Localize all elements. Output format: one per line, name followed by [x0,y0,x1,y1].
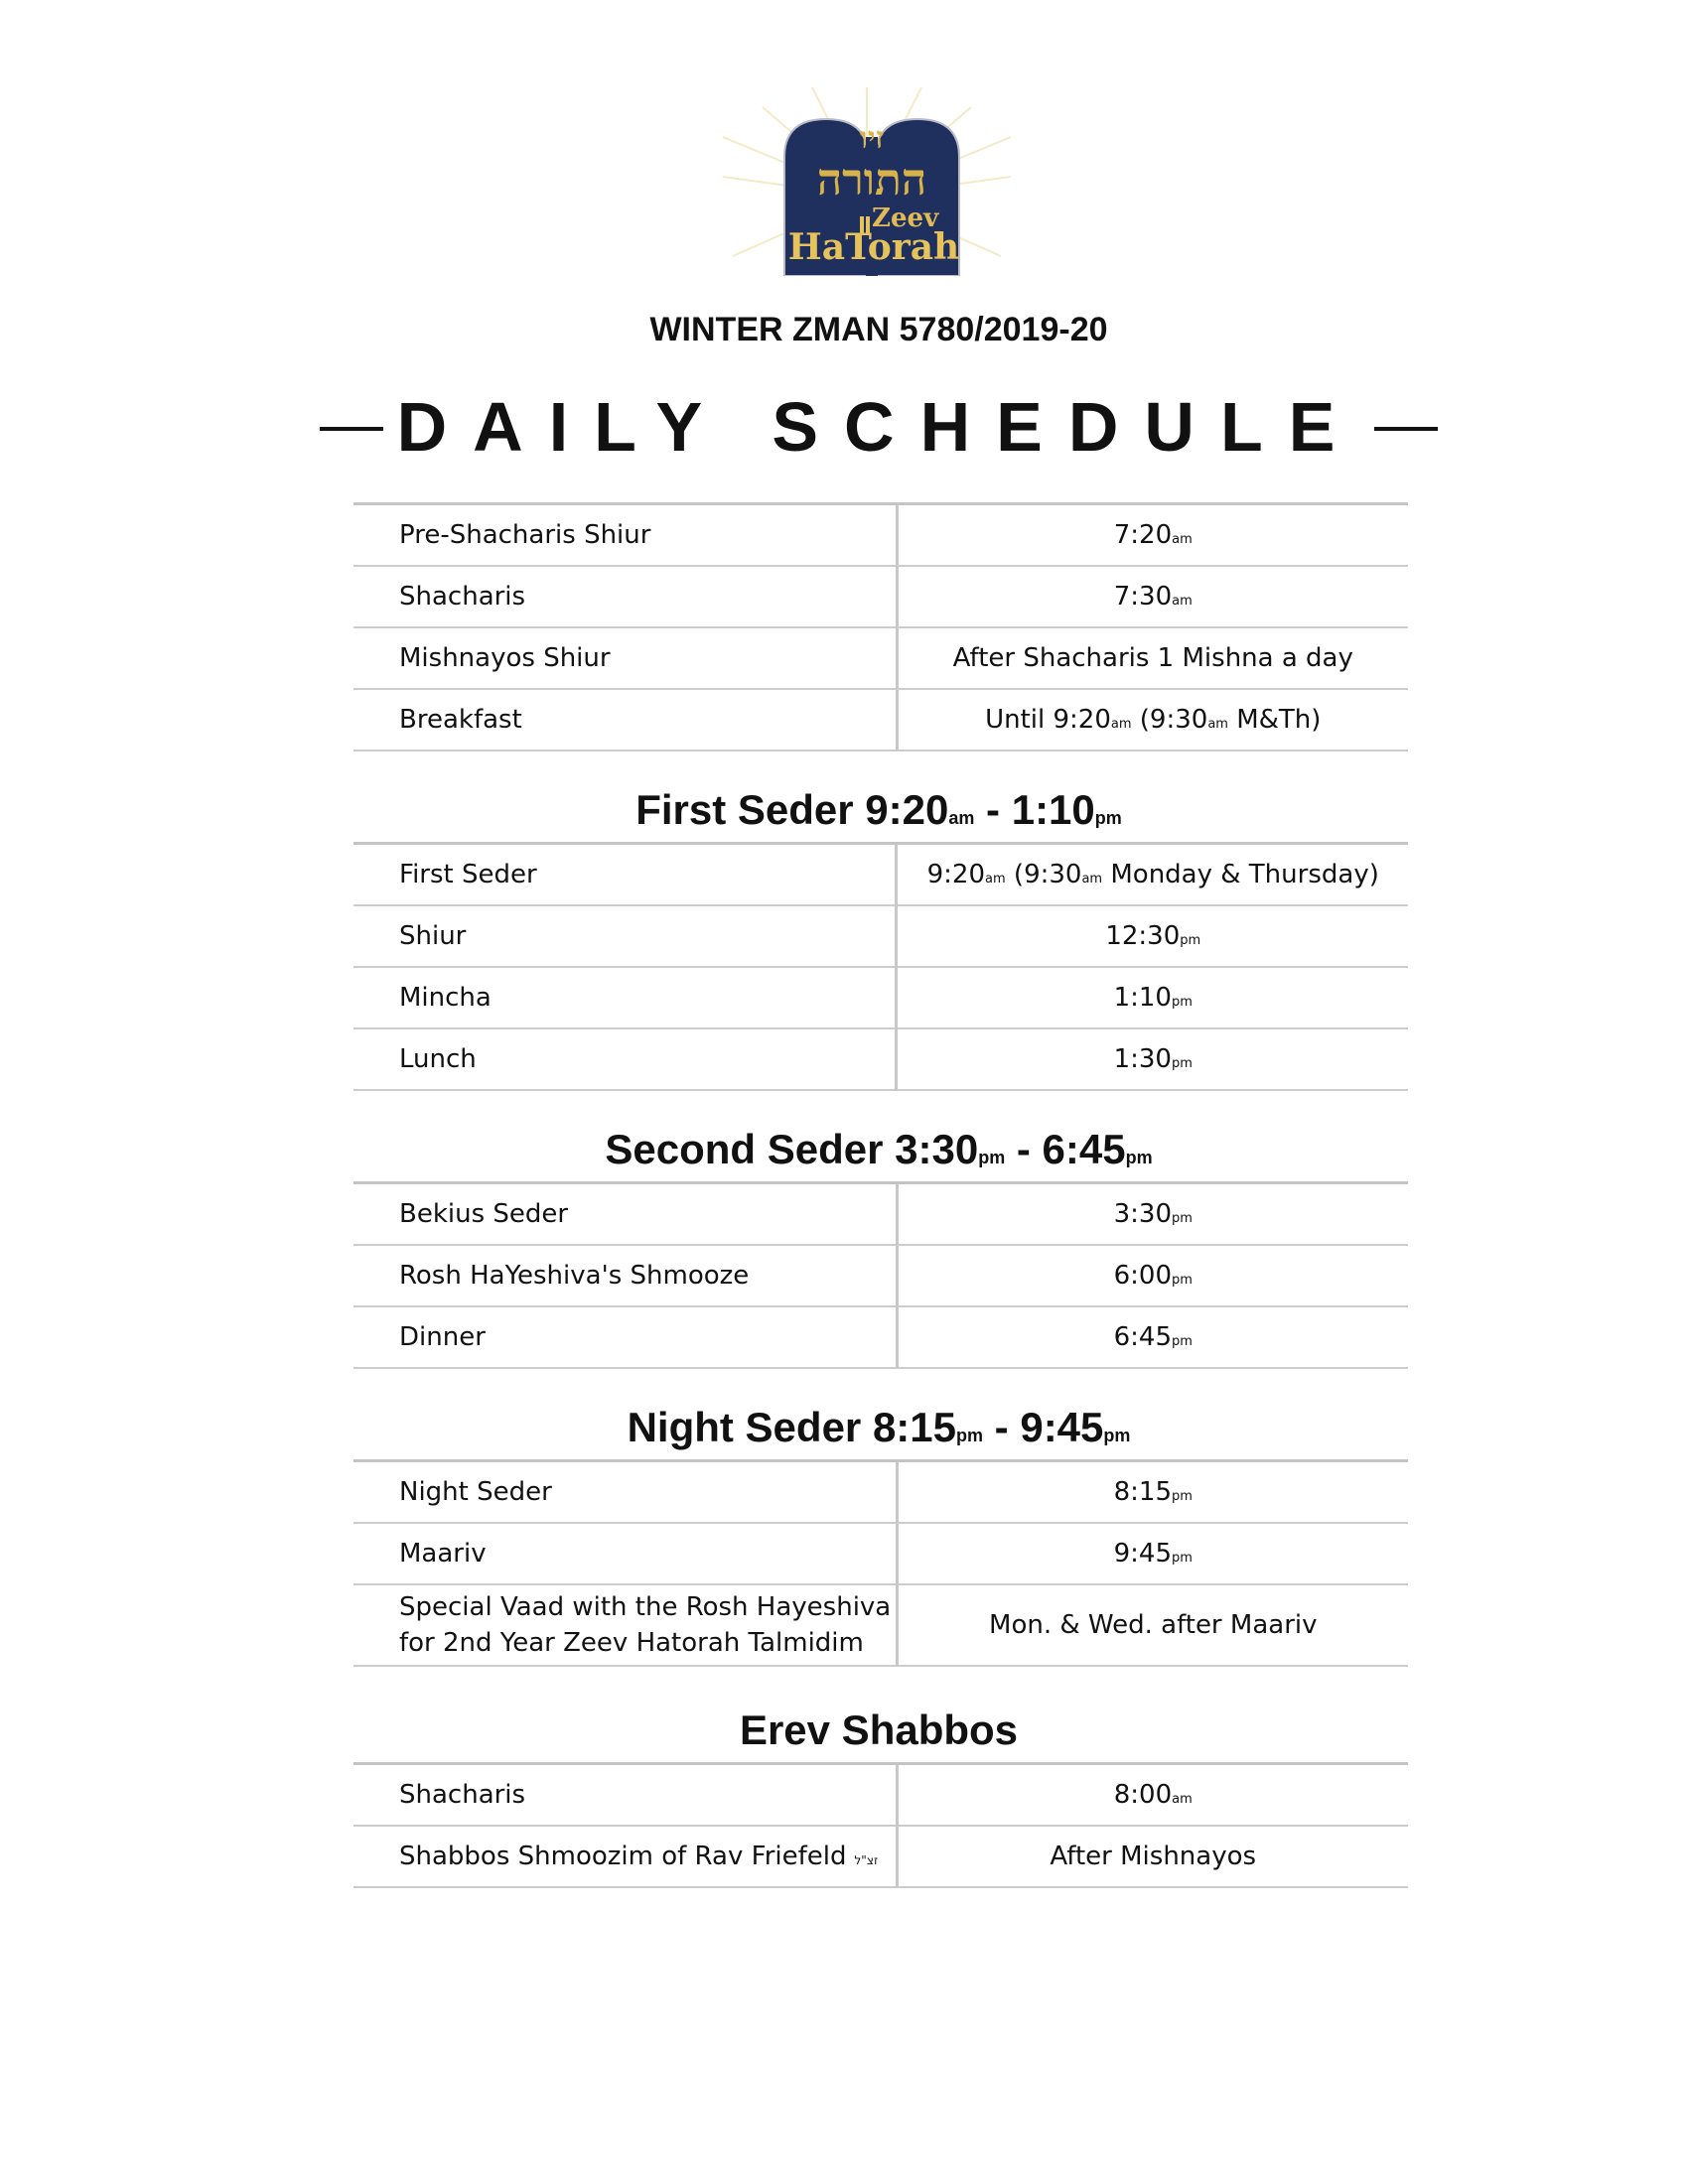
row-time: 12:30pm [897,905,1408,967]
row-time: 8:00am [897,1764,1408,1827]
row-name: Breakfast [353,689,897,751]
second-seder-table [353,1181,1408,1369]
table-row [353,967,1408,1028]
night-seder-title: Night Seder 8:15pm - 9:45pm [627,1404,1131,1450]
row-name: Shacharis [353,566,897,627]
table-row [353,1584,1408,1666]
table-row [353,1028,1408,1090]
table-row [353,844,1408,906]
erev-shabbos-table [353,1762,1408,1888]
table-row [353,1826,1408,1887]
row-time: 1:10pm [897,967,1408,1028]
table-row [353,1461,1408,1524]
first-seder-table [353,842,1408,1091]
logo-english-hatorah: HaTorah [787,226,960,268]
row-name: Dinner [353,1306,897,1368]
first-seder-title: First Seder 9:20am - 1:10pm [635,786,1122,833]
table-row [353,1245,1408,1306]
row-time: 6:45pm [897,1306,1408,1368]
row-name: Mincha [353,967,897,1028]
table-row [353,1306,1408,1368]
title-dash-right [1374,427,1438,431]
table-row [353,1183,1408,1246]
table-row [353,566,1408,627]
logo-hebrew-main: התורה [816,155,927,205]
row-name: Pre-Shacharis Shiur [353,504,897,567]
second-seder-title: Second Seder 3:30pm - 6:45pm [605,1126,1153,1172]
row-name: Bekius Seder [353,1183,897,1246]
table-row [353,1764,1408,1827]
row-name: Special Vaad with the Rosh Hayeshiva for 2nd Year Zeev Hatorah Talmidim [353,1584,897,1666]
table-row [353,504,1408,567]
night-seder-table [353,1459,1408,1667]
table-row [353,627,1408,689]
row-name: Shiur [353,905,897,967]
table-row [353,1523,1408,1584]
title-dash-left [320,427,383,431]
row-name: Mishnayos Shiur [353,627,897,689]
row-time: 8:15pm [897,1461,1408,1524]
row-name: Night Seder [353,1461,897,1524]
erev-shabbos-title: Erev Shabbos [739,1706,1019,1753]
morning-schedule-table [353,502,1408,751]
zman-heading: WINTER ZMAN 5780/2019-20 [649,311,1108,348]
table-row [353,689,1408,751]
zeev-hatorah-logo [723,87,1011,286]
row-name: Maariv [353,1523,897,1584]
row-time: 3:30pm [897,1183,1408,1246]
row-name: Shabbos Shmoozim of Rav Friefeld זצ"ל [353,1826,897,1887]
row-name: Rosh HaYeshiva's Shmooze [353,1245,897,1306]
table-row [353,905,1408,967]
row-time: Until 9:20am (9:30am M&Th) [897,689,1408,751]
logo-hebrew-top: זיו [860,121,884,156]
row-name: Lunch [353,1028,897,1090]
row-name: First Seder [353,844,897,906]
row-time: 9:45pm [897,1523,1408,1584]
page-title-text: DAILY SCHEDULE [396,388,1361,466]
row-time: 1:30pm [897,1028,1408,1090]
row-name: Shacharis [353,1764,897,1827]
row-time: 9:20am (9:30am Monday & Thursday) [897,844,1408,906]
row-time: Mon. & Wed. after Maariv [897,1584,1408,1666]
row-time: After Shacharis 1 Mishna a day [897,627,1408,689]
logo-english-zeev: Zeev [872,204,939,233]
row-time: After Mishnayos [897,1826,1408,1887]
row-time: 7:20am [897,504,1408,567]
page-title [0,385,1688,469]
row-time: 6:00pm [897,1245,1408,1306]
row-time: 7:30am [897,566,1408,627]
